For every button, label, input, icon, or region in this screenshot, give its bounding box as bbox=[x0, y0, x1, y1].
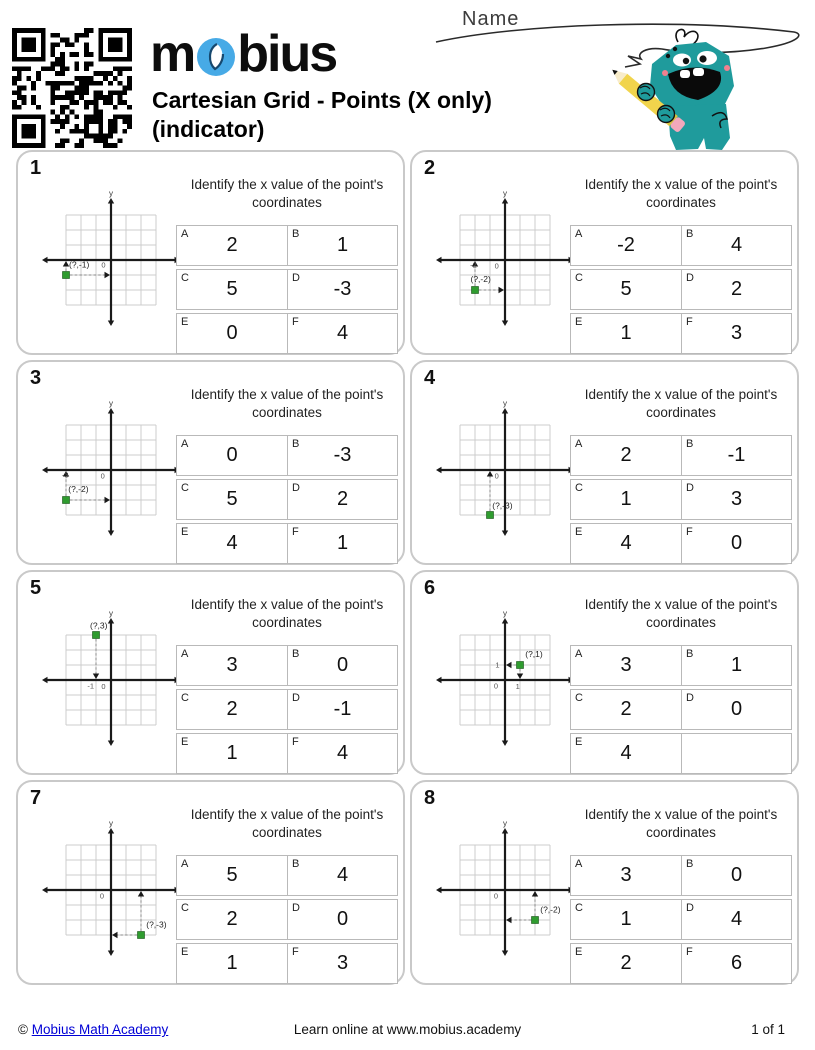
point-label: (?,-2) bbox=[540, 904, 561, 915]
coordinate-grid-svg bbox=[420, 608, 590, 758]
choice-letter: C bbox=[181, 482, 189, 495]
choices-row bbox=[570, 479, 792, 520]
footer-copyright bbox=[18, 1022, 168, 1037]
axis-number-label: -2 bbox=[470, 260, 477, 270]
choice-cell bbox=[571, 226, 681, 265]
choice-cell bbox=[177, 436, 287, 475]
plotted-point bbox=[472, 287, 479, 294]
choice-letter: E bbox=[575, 736, 583, 749]
choice-value: 3 bbox=[620, 864, 632, 887]
choices-row bbox=[176, 733, 398, 774]
choices-row bbox=[570, 313, 792, 354]
question-text: Identify the x value of the point's coordinates bbox=[584, 597, 778, 631]
point-label: (?,1) bbox=[525, 648, 543, 659]
choice-value: 4 bbox=[730, 234, 743, 257]
choice-cell bbox=[571, 480, 681, 519]
coordinate-grid-svg bbox=[26, 818, 196, 968]
y-axis-label: y bbox=[109, 189, 113, 198]
choice-value: 4 bbox=[336, 864, 349, 887]
choice-value: 0 bbox=[730, 864, 743, 887]
choice-value: 1 bbox=[226, 742, 238, 765]
choices-row bbox=[176, 943, 398, 984]
choice-letter: D bbox=[686, 482, 694, 495]
choice-cell bbox=[287, 314, 397, 353]
choice-value: 4 bbox=[620, 532, 632, 555]
choice-cell bbox=[571, 524, 681, 563]
point-label: (?,-3) bbox=[146, 919, 167, 930]
choices-row bbox=[176, 855, 398, 896]
problem-card bbox=[16, 570, 405, 775]
question-text: Identify the x value of the point's coordinates bbox=[584, 807, 778, 841]
plotted-point bbox=[63, 497, 70, 504]
choices-row bbox=[570, 943, 792, 984]
choices-row bbox=[176, 479, 398, 520]
choice-letter: D bbox=[686, 692, 694, 705]
choices-table bbox=[176, 645, 398, 774]
choice-cell bbox=[287, 436, 397, 475]
problem-card bbox=[16, 360, 405, 565]
choice-cell bbox=[681, 690, 791, 729]
choice-letter: E bbox=[181, 316, 189, 329]
qr-code bbox=[12, 28, 132, 148]
axis-number-label: -1 bbox=[87, 681, 95, 691]
choice-value: 5 bbox=[226, 864, 238, 887]
choices-row bbox=[570, 523, 792, 564]
choice-value: 4 bbox=[730, 908, 743, 931]
plotted-point bbox=[487, 512, 494, 519]
choice-letter: F bbox=[292, 316, 299, 329]
point-label: (?,-2) bbox=[68, 483, 89, 494]
problem-card bbox=[16, 780, 405, 985]
choice-cell bbox=[287, 734, 397, 773]
coordinate-grid-svg bbox=[26, 188, 196, 338]
choice-value: 1 bbox=[226, 952, 238, 975]
choices-row bbox=[176, 645, 398, 686]
choice-value: 1 bbox=[620, 488, 632, 511]
problem-card bbox=[16, 150, 405, 355]
coordinate-grid-svg bbox=[420, 398, 590, 548]
point-label: (?,3) bbox=[90, 620, 108, 631]
choice-cell bbox=[571, 314, 681, 353]
question-text: Identify the x value of the point's coordinates bbox=[190, 177, 384, 211]
choice-letter: B bbox=[292, 858, 300, 871]
problem-number: 2 bbox=[424, 157, 436, 179]
choices-row bbox=[176, 313, 398, 354]
choice-letter: F bbox=[292, 526, 299, 539]
question-text: Identify the x value of the point's coordinates bbox=[190, 387, 384, 421]
choice-letter: A bbox=[575, 858, 583, 871]
choice-letter: C bbox=[575, 902, 583, 915]
problem-number: 4 bbox=[424, 367, 436, 389]
choice-value: 0 bbox=[226, 444, 238, 467]
choices-row bbox=[570, 855, 792, 896]
choice-cell bbox=[287, 856, 397, 895]
choice-value: 3 bbox=[730, 322, 743, 345]
plotted-point bbox=[138, 932, 145, 939]
choice-cell bbox=[681, 314, 791, 353]
choice-letter: D bbox=[292, 272, 300, 285]
choice-letter: C bbox=[181, 272, 189, 285]
coordinate-grid bbox=[420, 608, 590, 763]
point-label: (?,-3) bbox=[492, 500, 513, 511]
choices-table bbox=[176, 435, 398, 564]
choice-value: 2 bbox=[226, 698, 238, 721]
choice-letter: A bbox=[575, 648, 583, 661]
axis-number-label: -3 bbox=[61, 470, 69, 480]
choice-cell bbox=[287, 480, 397, 519]
choice-value: 2 bbox=[226, 234, 238, 257]
choice-letter: A bbox=[181, 648, 189, 661]
choice-cell bbox=[177, 944, 287, 983]
choice-cell bbox=[681, 856, 791, 895]
choice-value: 3 bbox=[336, 952, 349, 975]
y-axis-label: y bbox=[503, 189, 507, 198]
problem-card bbox=[410, 360, 799, 565]
question-text: Identify the x value of the point's coordinates bbox=[190, 807, 384, 841]
choice-value: 0 bbox=[730, 532, 743, 555]
logo-text-bius: bius bbox=[237, 25, 337, 83]
choice-letter: C bbox=[575, 272, 583, 285]
choice-letter: A bbox=[575, 228, 583, 241]
choice-cell bbox=[571, 436, 681, 475]
coordinate-grid bbox=[26, 818, 196, 973]
choice-cell bbox=[571, 646, 681, 685]
point-label: (?,-2) bbox=[470, 273, 491, 284]
choices-row bbox=[176, 689, 398, 730]
y-axis-label: y bbox=[109, 399, 113, 408]
choice-value: 4 bbox=[226, 532, 238, 555]
choice-letter: C bbox=[181, 692, 189, 705]
choice-value: 2 bbox=[336, 488, 349, 511]
choice-letter: B bbox=[686, 858, 694, 871]
question-text: Identify the x value of the point's coordinates bbox=[584, 387, 778, 421]
problem-card bbox=[410, 570, 799, 775]
choice-cell bbox=[681, 436, 791, 475]
question-text: Identify the x value of the point's coordinates bbox=[190, 597, 384, 631]
axis-number-label: 0 bbox=[493, 891, 499, 901]
choice-letter: D bbox=[292, 902, 300, 915]
y-axis-label: y bbox=[109, 609, 113, 618]
worksheet-title: Cartesian Grid - Points (X only) (indicator) bbox=[152, 87, 492, 142]
plotted-point bbox=[63, 272, 70, 279]
choice-value: -1 bbox=[333, 698, 352, 721]
choice-cell bbox=[287, 690, 397, 729]
choice-cell bbox=[287, 524, 397, 563]
choice-value: 3 bbox=[226, 654, 238, 677]
mascot-illustration bbox=[602, 18, 752, 153]
copyright-symbol: © bbox=[18, 1022, 32, 1037]
choices-table bbox=[570, 435, 792, 564]
choice-value: 2 bbox=[620, 698, 632, 721]
choice-cell bbox=[177, 524, 287, 563]
choice-cell bbox=[177, 270, 287, 309]
axis-number-label: 0 bbox=[101, 682, 106, 691]
coordinate-grid-svg bbox=[420, 818, 590, 968]
choice-value: -3 bbox=[333, 444, 352, 467]
choice-value: 0 bbox=[336, 654, 349, 677]
problems-grid bbox=[16, 150, 799, 985]
coordinate-grid-svg bbox=[26, 398, 196, 548]
axis-number-label: 0 bbox=[494, 471, 499, 481]
choice-value: 2 bbox=[620, 952, 632, 975]
choices-row bbox=[176, 269, 398, 310]
choice-cell bbox=[177, 690, 287, 729]
choice-letter: A bbox=[181, 228, 189, 241]
choices-row bbox=[176, 225, 398, 266]
choice-value: 0 bbox=[226, 322, 238, 345]
choice-cell bbox=[571, 944, 681, 983]
choice-letter: C bbox=[575, 692, 583, 705]
choice-cell bbox=[177, 900, 287, 939]
choice-cell bbox=[287, 226, 397, 265]
name-label: Name bbox=[462, 8, 520, 30]
choice-cell bbox=[177, 226, 287, 265]
problem-number: 5 bbox=[30, 577, 42, 599]
coordinate-grid bbox=[26, 608, 196, 763]
choice-letter: C bbox=[181, 902, 189, 915]
problem-number: 1 bbox=[30, 157, 42, 179]
choice-value: 3 bbox=[620, 654, 632, 677]
choices-row bbox=[176, 899, 398, 940]
problem-number: 3 bbox=[30, 367, 42, 389]
problem-card bbox=[410, 780, 799, 985]
choice-letter: B bbox=[292, 648, 300, 661]
plotted-point bbox=[517, 662, 524, 669]
coordinate-grid bbox=[26, 398, 196, 553]
mobius-logo bbox=[150, 24, 336, 84]
coordinate-grid-svg bbox=[26, 608, 196, 758]
choice-letter: A bbox=[181, 438, 189, 451]
choice-cell bbox=[177, 480, 287, 519]
choice-letter: A bbox=[575, 438, 583, 451]
axis-number-label: 0 bbox=[100, 471, 105, 481]
choice-value: -1 bbox=[727, 444, 746, 467]
choice-value: -2 bbox=[617, 234, 635, 257]
choice-cell bbox=[177, 734, 287, 773]
choice-letter: B bbox=[686, 228, 694, 241]
academy-link[interactable]: Mobius Math Academy bbox=[31, 1022, 169, 1037]
choice-cell bbox=[681, 944, 791, 983]
choice-letter: B bbox=[292, 228, 300, 241]
choice-letter: E bbox=[181, 526, 189, 539]
choice-letter: E bbox=[575, 316, 583, 329]
coordinate-grid bbox=[420, 398, 590, 553]
choice-cell bbox=[681, 646, 791, 685]
coordinate-grid bbox=[26, 188, 196, 343]
choice-letter: C bbox=[575, 482, 583, 495]
choice-letter: D bbox=[686, 902, 694, 915]
choice-letter: D bbox=[292, 482, 300, 495]
problem-number: 6 bbox=[424, 577, 436, 599]
question-text: Identify the x value of the point's coordinates bbox=[584, 177, 778, 211]
choices-row bbox=[570, 899, 792, 940]
choices-row bbox=[570, 269, 792, 310]
page-number: 1 of 1 bbox=[751, 1022, 785, 1037]
choice-value: 6 bbox=[730, 952, 743, 975]
choice-cell bbox=[287, 944, 397, 983]
choice-cell bbox=[681, 900, 791, 939]
axis-number-label: 1 bbox=[495, 660, 500, 670]
choices-row bbox=[570, 435, 792, 476]
choice-letter: E bbox=[181, 946, 189, 959]
choice-value bbox=[682, 734, 791, 742]
choice-cell bbox=[177, 646, 287, 685]
choice-cell bbox=[681, 480, 791, 519]
choice-cell bbox=[571, 900, 681, 939]
problem-card bbox=[410, 150, 799, 355]
coordinate-grid bbox=[420, 188, 590, 343]
choice-letter: D bbox=[292, 692, 300, 705]
choice-letter: E bbox=[575, 946, 583, 959]
choice-cell bbox=[177, 856, 287, 895]
axis-number-label: 0 bbox=[99, 891, 105, 901]
axis-number-label: 0 bbox=[493, 681, 499, 691]
choice-cell bbox=[287, 900, 397, 939]
logo-text-m: m bbox=[150, 25, 195, 83]
choice-letter: B bbox=[686, 648, 694, 661]
coordinate-grid bbox=[420, 818, 590, 973]
choice-value: 5 bbox=[226, 488, 238, 511]
choice-letter: B bbox=[686, 438, 694, 451]
choices-table bbox=[570, 225, 792, 354]
choice-cell bbox=[177, 314, 287, 353]
choices-table bbox=[570, 855, 792, 984]
plotted-point bbox=[93, 632, 100, 639]
y-axis-label: y bbox=[109, 819, 113, 828]
choice-value: 2 bbox=[730, 278, 743, 301]
choices-row bbox=[570, 225, 792, 266]
choices-table bbox=[176, 855, 398, 984]
choice-cell bbox=[681, 226, 791, 265]
choice-value: 1 bbox=[336, 234, 349, 257]
point-label: (?,-1) bbox=[69, 259, 90, 270]
choice-letter: F bbox=[292, 736, 299, 749]
logo-o-icon bbox=[196, 37, 236, 77]
choice-value: 1 bbox=[620, 322, 632, 345]
choice-letter: F bbox=[686, 526, 693, 539]
choice-cell bbox=[571, 734, 681, 773]
choice-cell bbox=[287, 270, 397, 309]
choice-value: 5 bbox=[620, 278, 632, 301]
choices-table bbox=[176, 225, 398, 354]
choices-row bbox=[176, 435, 398, 476]
choice-value: 4 bbox=[336, 322, 349, 345]
choices-row bbox=[570, 645, 792, 686]
choice-value: 2 bbox=[620, 444, 632, 467]
choice-value: 0 bbox=[336, 908, 349, 931]
choice-cell bbox=[681, 524, 791, 563]
problem-number: 8 bbox=[424, 787, 436, 809]
choice-cell bbox=[571, 690, 681, 729]
y-axis-label: y bbox=[503, 399, 507, 408]
choice-letter: B bbox=[292, 438, 300, 451]
choice-value: -3 bbox=[333, 278, 352, 301]
axis-number-label: 0 bbox=[494, 261, 499, 271]
choice-cell bbox=[571, 270, 681, 309]
choices-row bbox=[570, 733, 792, 774]
choice-letter: F bbox=[686, 946, 693, 959]
problem-number: 7 bbox=[30, 787, 42, 809]
choice-letter: E bbox=[181, 736, 189, 749]
choice-letter: A bbox=[181, 858, 189, 871]
choice-cell bbox=[681, 734, 791, 773]
y-axis-label: y bbox=[503, 609, 507, 618]
choice-value: 0 bbox=[730, 698, 743, 721]
choice-letter: D bbox=[686, 272, 694, 285]
choice-value: 5 bbox=[226, 278, 238, 301]
choice-cell bbox=[287, 646, 397, 685]
footer-center-text: Learn online at www.mobius.academy bbox=[293, 1022, 522, 1037]
choice-cell bbox=[571, 856, 681, 895]
y-axis-label: y bbox=[503, 819, 507, 828]
choice-value: 4 bbox=[336, 742, 349, 765]
choice-letter: F bbox=[686, 316, 693, 329]
choice-value: 2 bbox=[226, 908, 238, 931]
coordinate-grid-svg bbox=[420, 188, 590, 338]
choices-row bbox=[176, 523, 398, 564]
plotted-point bbox=[532, 917, 539, 924]
axis-number-label: 0 bbox=[101, 260, 106, 270]
choice-value: 1 bbox=[336, 532, 349, 555]
choice-letter: E bbox=[575, 526, 583, 539]
choice-value: 3 bbox=[730, 488, 743, 511]
choice-value: 4 bbox=[620, 742, 632, 765]
choice-letter: F bbox=[292, 946, 299, 959]
choices-row bbox=[570, 689, 792, 730]
axis-number-label: 1 bbox=[515, 682, 520, 691]
choice-value: 1 bbox=[730, 654, 743, 677]
choices-table bbox=[570, 645, 792, 774]
choice-value: 1 bbox=[620, 908, 632, 931]
choice-cell bbox=[681, 270, 791, 309]
